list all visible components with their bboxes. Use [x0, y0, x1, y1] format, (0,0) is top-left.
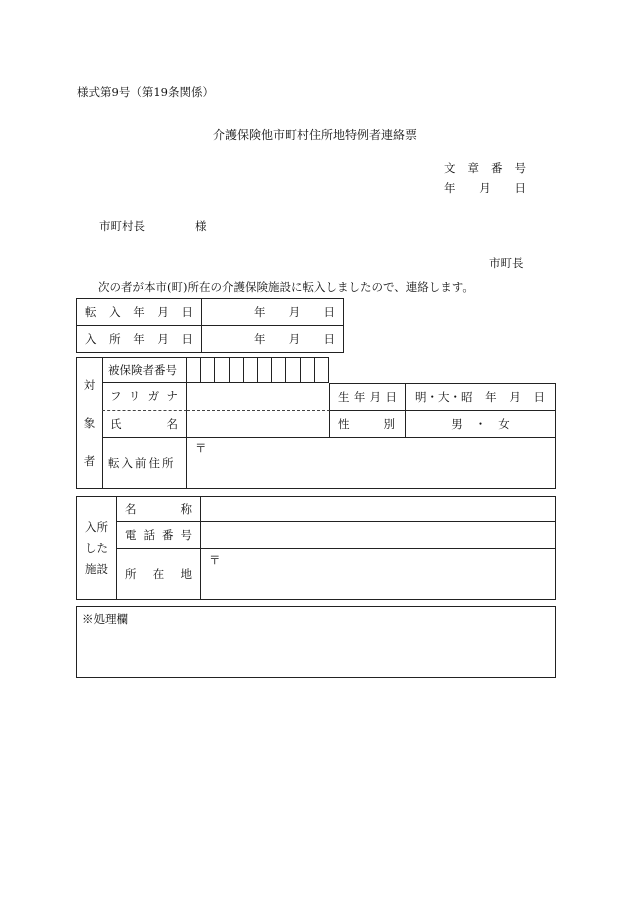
furigana-field[interactable]: [187, 383, 330, 411]
move-in-date-field[interactable]: 年 月 日: [202, 299, 344, 326]
facility-location-label: 所 在 地: [117, 549, 201, 600]
birthdate-field[interactable]: 明・大・昭 年 月 日: [406, 383, 556, 411]
form-number: 様式第9号（第19条関係）: [77, 85, 214, 99]
facility-location-field[interactable]: [201, 549, 556, 600]
document-number-label: 文 章 番 号: [444, 161, 526, 175]
facility-name-label: 名 称: [117, 496, 201, 522]
date-label: 年 月 日: [444, 181, 526, 195]
move-in-date-label: 転 入 年 月 日: [77, 299, 202, 326]
facility-section: [76, 496, 556, 600]
facility-name-field[interactable]: [201, 496, 556, 522]
furigana-label: フ リ ガ ナ: [102, 383, 187, 411]
subject-section: [76, 357, 556, 489]
insured-number-field[interactable]: [187, 357, 329, 383]
addressee-honorific: 様: [195, 219, 207, 233]
admission-date-field[interactable]: 年 月 日: [202, 326, 344, 353]
facility-phone-field[interactable]: [201, 522, 556, 549]
postal-mark: 〒: [195, 441, 207, 455]
name-label: 氏 名: [102, 411, 187, 438]
facility-section-label: 入所 した 施設: [76, 496, 117, 600]
admission-date-label: 入 所 年 月 日: [77, 326, 202, 353]
prev-address-field[interactable]: [187, 438, 556, 489]
insured-number-digit-boxes: [187, 358, 328, 382]
name-field[interactable]: [187, 411, 330, 438]
move-dates-table: [76, 298, 344, 353]
era-options: 明・大・昭: [415, 390, 473, 404]
processing-box[interactable]: [76, 606, 556, 678]
move-in-date-row: [77, 299, 344, 326]
addressee: 市町村長: [99, 219, 145, 233]
birthdate-label: 生 年 月 日: [330, 383, 406, 411]
page-title: 介護保険他市町村住所地特例者連絡票: [212, 128, 417, 142]
admission-date-row: [77, 326, 344, 353]
subject-section-label: 対 象 者: [76, 357, 103, 489]
processing-label: ※処理欄: [82, 612, 128, 626]
facility-phone-label: 電 話 番 号: [117, 522, 201, 549]
sex-field[interactable]: 男 ・ 女: [406, 411, 556, 438]
sex-label: 性 別: [330, 411, 406, 438]
postal-mark: 〒: [209, 553, 221, 567]
prev-address-label: 転入前住所: [102, 438, 187, 489]
intro-text: 次の者が本市(町)所在の介護保険施設に転入しましたので、連絡します。: [98, 280, 474, 294]
insured-number-label: 被保険者番号: [102, 357, 187, 383]
sender: 市町長: [489, 256, 524, 270]
